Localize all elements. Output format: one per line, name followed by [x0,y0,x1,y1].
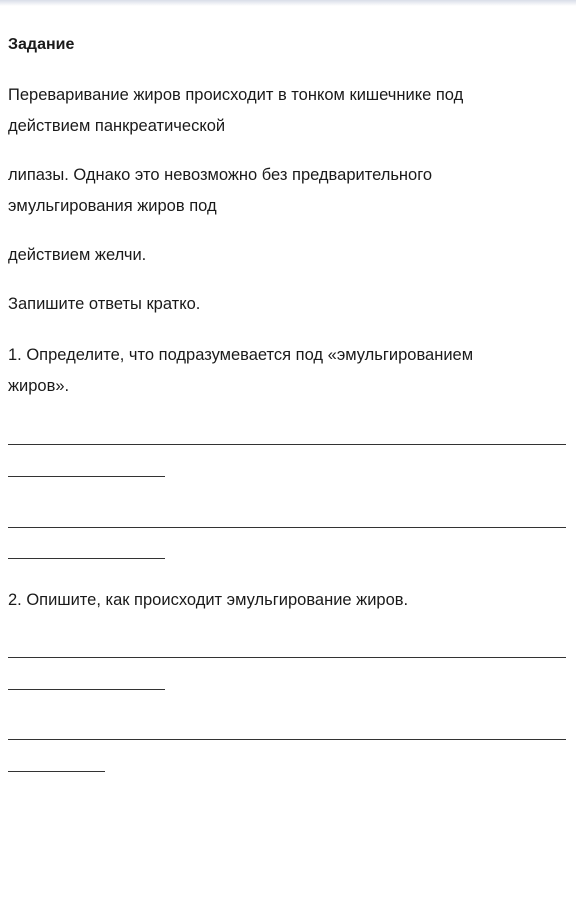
answer-line[interactable] [8,558,165,559]
answer-line[interactable] [8,739,566,740]
intro-line-4: эмульгирования жиров под [8,197,217,215]
answer-line[interactable] [8,657,566,658]
question-1-line-2: жиров». [8,377,70,395]
answer-line[interactable] [8,689,165,690]
intro-line-2: действием панкреатической [8,117,226,135]
instruction-text: Запишите ответы кратко. [8,295,201,313]
page-title: Задание [8,36,75,53]
answer-line[interactable] [8,527,566,528]
intro-line-3: липазы. Однако это невозможно без предварительного [8,166,433,184]
top-edge-shadow [0,0,576,6]
answer-line[interactable] [8,476,165,477]
answer-line[interactable] [8,444,566,445]
question-1-line-1: 1. Определите, что подразумевается под «эмульгированием [8,346,474,364]
intro-line-5: действием желчи. [8,246,147,264]
intro-line-1: Переваривание жиров происходит в тонком кишечнике под [8,86,464,104]
answer-line[interactable] [8,771,105,772]
question-2-line-1: 2. Опишите, как происходит эмульгирование жиров. [8,591,409,609]
